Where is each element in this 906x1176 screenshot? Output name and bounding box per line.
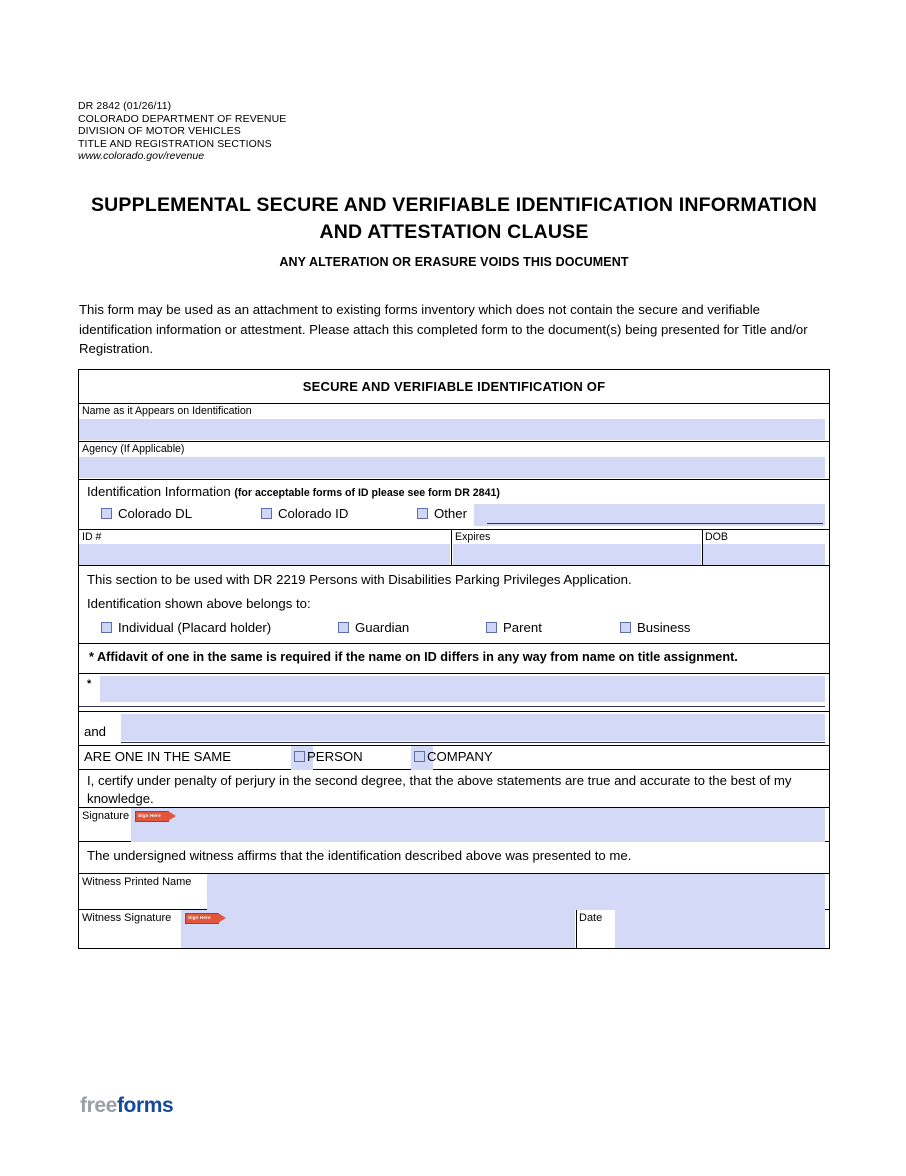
witness-name-row	[79, 874, 829, 910]
signature-row	[79, 808, 829, 842]
identification-information-row	[79, 480, 829, 530]
date-label: Date	[579, 912, 603, 924]
certify-text: I, certify under penalty of perjury in the second degree, that the above statements are true and accurate to the best of my knowledge.	[87, 773, 792, 806]
dob-input[interactable]	[703, 544, 825, 565]
affidavit-name1-underline	[79, 706, 825, 707]
expires-label: Expires	[455, 531, 491, 543]
sections-name: TITLE AND REGISTRATION SECTIONS	[78, 137, 272, 150]
witness-signature-label: Witness Signature	[82, 912, 172, 924]
id-details-row	[79, 530, 829, 566]
checkbox-company[interactable]	[414, 749, 493, 764]
checkbox-label: Other	[434, 506, 467, 521]
column-divider	[451, 530, 452, 565]
logo-free-text: free	[80, 1094, 117, 1117]
checkbox-label: Individual (Placard holder)	[118, 620, 272, 635]
checkbox-label: Business	[637, 620, 691, 635]
witness-signature-row	[79, 910, 829, 948]
name-input[interactable]	[79, 419, 825, 440]
checkbox-box-icon[interactable]	[417, 508, 428, 519]
affidavit-name1-row	[79, 674, 829, 712]
logo-forms-text: forms	[116, 1094, 174, 1117]
signature-input[interactable]	[131, 808, 825, 842]
witness-name-input[interactable]	[207, 874, 825, 910]
asterisk-mark: *	[87, 678, 92, 690]
id-number-input[interactable]	[79, 544, 450, 565]
checkbox-parent[interactable]	[486, 620, 542, 635]
witness-signature-input[interactable]	[181, 910, 575, 948]
affidavit-name1-input[interactable]	[100, 676, 825, 702]
checkbox-label: PERSON	[307, 749, 363, 764]
id-number-label: ID #	[82, 531, 102, 543]
other-underline	[487, 523, 823, 524]
name-field-row	[79, 404, 829, 442]
belongs-to-label: Identification shown above belongs to:	[87, 596, 311, 611]
checkbox-label: COMPANY	[427, 749, 493, 764]
page-subtitle: ANY ALTERATION OR ERASURE VOIDS THIS DOCUMENT	[279, 255, 629, 269]
section-heading-text: SECURE AND VERIFIABLE IDENTIFICATION OF	[302, 379, 606, 394]
identification-information-title	[87, 484, 500, 499]
certify-row	[79, 770, 829, 808]
agency-field-row	[79, 442, 829, 480]
dr2219-section-row	[79, 566, 829, 644]
checkbox-other[interactable]	[417, 506, 467, 521]
witness-statement-row	[79, 842, 829, 874]
checkbox-label: Colorado DL	[118, 506, 193, 521]
checkbox-box-icon[interactable]	[414, 751, 425, 762]
checkbox-box-icon[interactable]	[101, 508, 112, 519]
checkbox-box-icon[interactable]	[486, 622, 497, 633]
date-input[interactable]	[615, 910, 825, 948]
checkbox-colorado-id[interactable]	[261, 506, 348, 521]
affidavit-note-row	[79, 644, 829, 674]
affidavit-name2-input[interactable]	[121, 714, 825, 741]
name-field-label: Name as it Appears on Identification	[82, 405, 252, 417]
checkbox-colorado-dl[interactable]	[101, 506, 192, 521]
sign-here-tag-text: Sign Here	[188, 915, 211, 920]
dr2219-note: This section to be used with DR 2219 Persons with Disabilities Parking Privileges Application.	[87, 572, 632, 587]
form-number: DR 2842 (01/26/11)	[78, 100, 172, 112]
department-name: COLORADO DEPARTMENT OF REVENUE	[78, 112, 287, 125]
agency-website[interactable]: www.colorado.gov/revenue	[78, 150, 205, 163]
checkbox-box-icon[interactable]	[294, 751, 305, 762]
agency-header	[78, 100, 286, 163]
dob-label: DOB	[705, 531, 728, 543]
column-divider	[576, 910, 577, 948]
checkbox-label: Parent	[503, 620, 542, 635]
expires-input[interactable]	[453, 544, 701, 565]
witness-statement: The undersigned witness affirms that the identification described above was presented to me.	[87, 848, 632, 863]
checkbox-person[interactable]	[294, 749, 363, 764]
ident-title-note: (for acceptable forms of ID please see form DR 2841)	[234, 487, 500, 499]
affidavit-name2-underline	[121, 742, 825, 743]
checkbox-individual[interactable]	[101, 620, 271, 635]
checkbox-box-icon[interactable]	[101, 622, 112, 633]
sign-here-tag-text: Sign Here	[138, 813, 161, 818]
are-one-in-same-row	[79, 746, 829, 770]
affidavit-note: * Affidavit of one in the same is required if the name on ID differs in any way from name on title assignment.	[89, 650, 738, 664]
signature-label: Signature	[82, 810, 130, 822]
division-name: DIVISION OF MOTOR VEHICLES	[78, 125, 241, 138]
form-table	[78, 369, 830, 949]
section-heading-row	[79, 370, 829, 404]
witness-name-label: Witness Printed Name	[82, 876, 192, 888]
affidavit-name2-row	[79, 712, 829, 746]
agency-input[interactable]	[79, 457, 825, 478]
checkbox-box-icon[interactable]	[338, 622, 349, 633]
checkbox-label: Colorado ID	[278, 506, 349, 521]
sign-here-tag-icon[interactable]	[135, 811, 169, 822]
checkbox-label: Guardian	[355, 620, 410, 635]
checkbox-business[interactable]	[620, 620, 691, 635]
are-one-label: ARE ONE IN THE SAME	[84, 749, 232, 764]
ident-title-text: Identification Information	[87, 484, 231, 499]
checkbox-box-icon[interactable]	[261, 508, 272, 519]
checkbox-box-icon[interactable]	[620, 622, 631, 633]
and-label: and	[84, 724, 107, 739]
column-divider	[702, 530, 703, 565]
checkbox-guardian[interactable]	[338, 620, 409, 635]
freeforms-logo[interactable]	[80, 1094, 173, 1118]
sign-here-tag-icon[interactable]	[185, 913, 219, 924]
page-title: SUPPLEMENTAL SECURE AND VERIFIABLE IDENTIFICATION INFORMATION AND ATTESTATION CLAUSE	[90, 194, 818, 243]
intro-paragraph: This form may be used as an attachment to existing forms inventory which does not contain the secure and verifiable identification information or attestment. Please attach this completed form to the document(s) being presented for Title and/or Registration.	[79, 302, 808, 357]
agency-field-label: Agency (If Applicable)	[82, 443, 185, 455]
